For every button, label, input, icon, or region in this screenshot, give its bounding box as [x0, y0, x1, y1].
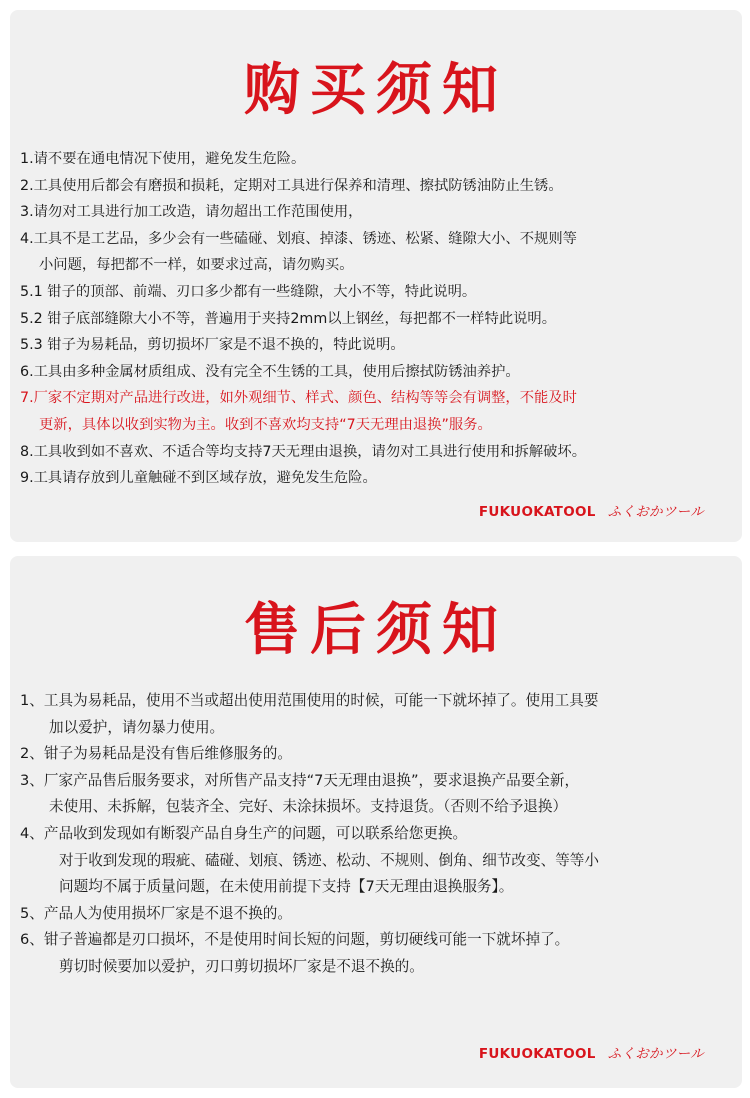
purchase-item-3: 3.请勿对工具进行加工改造，请勿超出工作范围使用， [20, 204, 363, 221]
purchase-notice-title: 购买须知 [244, 58, 508, 123]
aftersales-item-3: 3、厂家产品售后服务要求，对所售产品支持“7天无理由退换”，要求退换产品要全新， [20, 771, 580, 789]
aftersales-notice-title: 售后须知 [244, 598, 508, 663]
brand-signature [479, 500, 704, 520]
purchase-item-5-3: 5.3 钳子为易耗品，剪切损坏厂家是不退不换的，特此说明。 [20, 337, 405, 354]
brand-name-en: FUKUOKATOOL [478, 504, 596, 520]
purchase-item-4-continued: 小问题，每把都不一样，如要求过高，请勿购买。 [39, 257, 354, 274]
purchase-notice-panel [10, 10, 742, 542]
purchase-item-1: 1.请不要在通电情况下使用，避免发生危险。 [20, 151, 306, 167]
aftersales-item-2: 2、钳子为易耗品是没有售后维修服务的。 [20, 745, 292, 763]
purchase-item-8: 8.工具收到如不喜欢、不适合等均支持7天无理由退换，请勿对工具进行使用和拆解破坏。 [20, 443, 587, 460]
purchase-item-7: 7.厂家不定期对产品进行改进，如外观细节、样式、颜色、结构等等会有调整，不能及时 [20, 390, 577, 407]
aftersales-item-6-continued: 剪切时候要加以爱护，刃口剪切损坏厂家是不退不换的。 [59, 957, 424, 975]
aftersales-notice-panel [10, 556, 742, 1088]
brand-signature [479, 1042, 704, 1062]
purchase-item-6: 6.工具由多种金属材质组成、没有完全不生锈的工具，使用后擦拭防锈油养护。 [20, 363, 520, 380]
aftersales-item-1-continued: 加以爱护，请勿暴力使用。 [49, 718, 225, 736]
aftersales-notice-list [20, 688, 730, 981]
brand-name-en: FUKUOKATOOL [478, 1046, 596, 1062]
aftersales-item-3-continued: 未使用、未拆解，包装齐全、完好、未涂抹损坏。支持退货。（否则不给予退换） [49, 798, 568, 816]
aftersales-item-4: 4、产品收到发现如有断裂产品自身生产的问题，可以联系给您更换。 [20, 824, 468, 842]
purchase-item-5-1: 5.1 钳子的顶部、前端、刃口多少都有一些缝隙，大小不等，特此说明。 [20, 283, 477, 300]
aftersales-item-4-detail: 对于收到发现的瑕疵、磕碰、划痕、锈迹、松动、不规则、倒角、细节改变、等等小 [59, 851, 599, 869]
aftersales-item-4-detail-continued: 问题均不属于质量问题，在未使用前提下支持【7天无理由退换服务】。 [59, 878, 514, 896]
brand-name-jp: ふくおかツール [607, 1046, 704, 1062]
purchase-item-4: 4.工具不是工艺品，多少会有一些磕碰、划痕、掉漆、锈迹、松紧、缝隙大小、不规则等 [20, 230, 577, 247]
aftersales-item-6: 6、钳子普遍都是刃口损坏，不是使用时间长短的问题，剪切硬线可能一下就坏掉了。 [20, 931, 570, 949]
purchase-notice-list [20, 146, 730, 492]
purchase-item-2: 2.工具使用后都会有磨损和损耗，定期对工具进行保养和清理、擦拭防锈油防止生锈。 [20, 177, 563, 194]
aftersales-item-5: 5、产品人为使用损坏厂家是不退不换的。 [20, 904, 292, 922]
aftersales-item-1: 1、工具为易耗品，使用不当或超出使用范围使用的时候，可能一下就坏掉了。使用工具要 [20, 692, 599, 709]
purchase-item-5-2: 5.2 钳子底部缝隙大小不等，普遍用于夹持2mm以上钢丝，每把都不一样特此说明。 [20, 310, 557, 327]
purchase-item-7-continued: 更新，具体以收到实物为主。收到不喜欢均支持“7天无理由退换”服务。 [39, 416, 492, 433]
purchase-item-9: 9.工具请存放到儿童触碰不到区域存放，避免发生危险。 [20, 470, 377, 487]
brand-name-jp: ふくおかツール [607, 504, 704, 520]
